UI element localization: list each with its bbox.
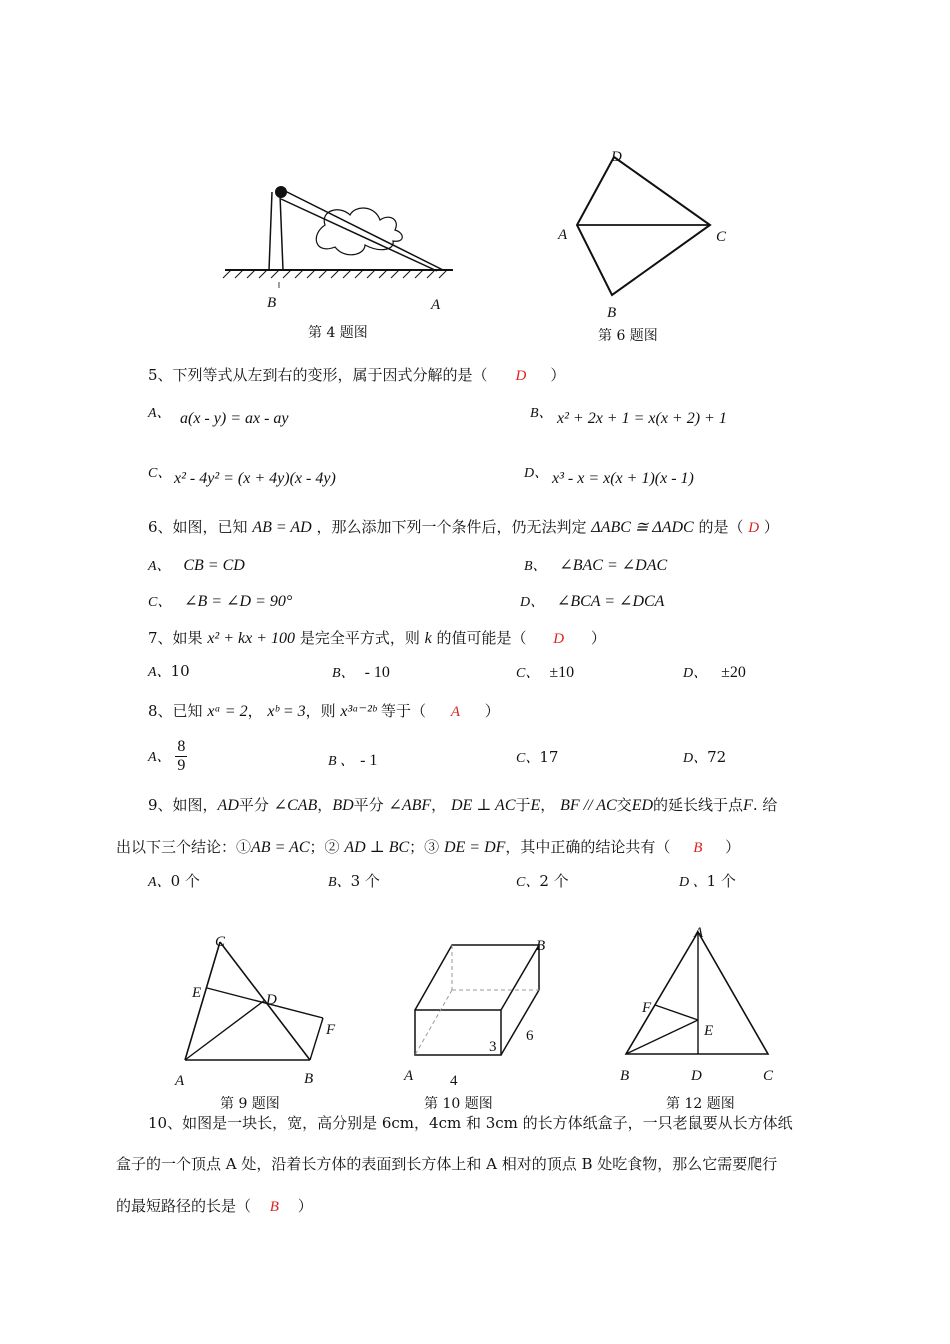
- q6-congruence: ΔABC ≅ ΔADC: [591, 519, 694, 536]
- q9-option-b: B、3 个: [328, 872, 380, 890]
- q5-option-d: D、: [524, 466, 549, 481]
- svg-text:B: B: [536, 938, 546, 954]
- q9-line2: 出以下三个结论：①AB = AC；② AD ⊥ BC；③ DE = DF，其中正确的结论共有（ B ）: [116, 838, 741, 856]
- q6-option-d: D、 ∠BCA = ∠DCA: [520, 593, 665, 610]
- fig4-label-a: A: [431, 297, 441, 313]
- svg-text:A: A: [694, 925, 704, 941]
- q6-stem: 6、如图，已知 AB = AD ，那么添加下列一个条件后，仍无法判定 ΔABC ≅ ΔADC 的是（ D ）: [148, 518, 779, 536]
- figure-12: [612, 920, 792, 1090]
- figure-9: [170, 928, 350, 1093]
- svg-text:E: E: [192, 985, 202, 1001]
- fig12-caption: 第 12 题图: [666, 1096, 735, 1112]
- q6-answer: D: [748, 520, 760, 536]
- svg-text:D: D: [691, 1068, 702, 1084]
- q5-option-a: A、: [148, 406, 171, 421]
- svg-text:3: 3: [489, 1039, 497, 1055]
- q9-line1: 9、如图，AD平分 ∠CAB，BD平分 ∠ABF， DE ⊥ AC于E， BF // AC交ED的延长线于点F. 给: [148, 796, 778, 814]
- q9-option-c: C、2 个: [516, 872, 569, 890]
- q7-expr: x² + kx + 100: [207, 630, 296, 647]
- svg-text:B: B: [620, 1068, 630, 1084]
- svg-text:C: C: [215, 934, 226, 950]
- fig6-label-a: A: [558, 227, 568, 243]
- q7-option-d: D、 ±20: [683, 664, 746, 681]
- q10-answer: B: [269, 1199, 279, 1215]
- pole-lower: [281, 199, 437, 271]
- svg-text:E: E: [704, 1023, 714, 1039]
- q5-option-a-expr: a(x - y) = ax - ay: [180, 410, 289, 427]
- svg-text:F: F: [326, 1022, 336, 1038]
- q10-line1: 10、如图是一块长，宽，高分别是 6cm，4cm 和 3cm 的长方体纸盒子，一只老鼠要从长方体纸: [148, 1114, 793, 1132]
- fig4-caption: 第 4 题图: [308, 325, 368, 341]
- q6-given: AB = AD: [252, 519, 312, 536]
- figure-6: [550, 145, 740, 325]
- pole-upper: [281, 189, 443, 270]
- q8-option-d: D、72: [683, 748, 727, 766]
- figure-10: [400, 930, 560, 1095]
- svg-text:A: A: [175, 1073, 185, 1089]
- post-right: [280, 195, 283, 270]
- q6-option-b: B、 ∠BAC = ∠DAC: [524, 557, 668, 574]
- fig9-caption: 第 9 题图: [220, 1096, 280, 1112]
- q7-answer: D: [553, 631, 565, 647]
- q8-option-b: B 、 - 1: [328, 752, 378, 769]
- q10-line2: 盒子的一个顶点 A 处，沿着长方体的表面到长方体上和 A 相对的顶点 B 处吃食物，那么它需要爬行: [116, 1155, 778, 1173]
- svg-text:A: A: [404, 1068, 414, 1084]
- fig4-label-b: B: [267, 295, 277, 311]
- q7-option-a: A、10: [148, 662, 190, 680]
- q5-option-d-expr: x³ - x = x(x + 1)(x - 1): [552, 470, 694, 487]
- svg-text:6: 6: [526, 1028, 534, 1044]
- fig10-caption: 第 10 题图: [424, 1096, 493, 1112]
- q7-option-b: B、 - 10: [332, 664, 390, 681]
- q5-option-b: B、: [530, 406, 553, 421]
- q8-option-a: A、 $\frac{8}{9}$: [148, 738, 186, 774]
- q7-stem: 7、如果 x² + kx + 100 是完全平方式，则 k 的值可能是（ D ）: [148, 629, 606, 647]
- svg-text:B: B: [304, 1071, 314, 1087]
- q9-answer: B: [693, 840, 703, 856]
- q6-option-c: C、 ∠B = ∠D = 90°: [148, 593, 293, 610]
- q8-stem: 8、已知 xᵃ = 2， xᵇ = 3，则 x³ᵃ⁻²ᵇ 等于（ A ）: [148, 702, 500, 720]
- q9-option-d: D 、1 个: [679, 872, 736, 890]
- fig6-label-c: C: [716, 229, 727, 245]
- q7-option-c: C、 ±10: [516, 664, 575, 681]
- q8-option-c: C、17: [516, 748, 559, 766]
- q5-answer: D: [515, 368, 527, 384]
- q9-option-a: A、0 个: [148, 872, 200, 890]
- svg-text:C: C: [763, 1068, 774, 1084]
- leaf-shape: [316, 208, 402, 255]
- fig6-caption: 第 6 题图: [598, 328, 658, 344]
- post-left: [269, 192, 272, 270]
- svg-text:F: F: [642, 1000, 652, 1016]
- fig6-label-d: D: [611, 149, 622, 165]
- fig6-label-b: B: [607, 305, 617, 321]
- q5-stem: 5、下列等式从左到右的变形，属于因式分解的是（ D ）: [148, 366, 566, 384]
- pivot: [275, 186, 287, 198]
- q8-answer: A: [450, 704, 460, 720]
- q10-line3: 的最短路径的长是（ B ）: [116, 1197, 313, 1215]
- q5-option-b-expr: x² + 2x + 1 = x(x + 2) + 1: [557, 410, 727, 427]
- q5-option-c-expr: x² - 4y² = (x + 4y)(x - 4y): [174, 470, 336, 487]
- q6-option-a: A、 CB = CD: [148, 557, 245, 574]
- quad-abcd: [577, 157, 710, 295]
- svg-text:D: D: [266, 992, 277, 1008]
- svg-text:4: 4: [450, 1073, 458, 1089]
- q5-option-c: C、: [148, 466, 172, 481]
